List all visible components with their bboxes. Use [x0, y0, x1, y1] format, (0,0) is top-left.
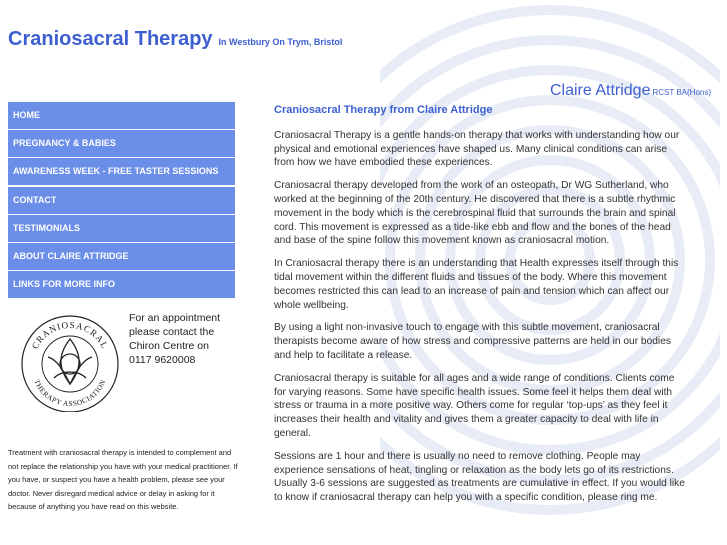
- content-paragraph: Craniosacral therapy developed from the work of an osteopath, Dr WG Sutherland, who worked at the beginning of the 20th century. He discovered that there is a subtle rhythmic movement in the body which is the cerebrospinal fluid that surrounds the brain and spinal cord. This movement is expressed as a tide-like ebb and flow and the bones of the head and base of the spine follow this movement known as craniosacral motion.: [274, 180, 676, 247]
- author-name: Claire Attridge: [549, 82, 651, 99]
- nav-item-awareness-week[interactable]: AWARENESS WEEK - FREE TASTER SESSIONS: [8, 158, 235, 185]
- content-paragraph: Craniosacral Therapy is a gentle hands-on therapy that works with understanding how our physical and emotional experiences have shaped us. Many clinical conditions can arise from how we have embodied these experiences.: [274, 129, 680, 169]
- site-subtitle: In Westbury On Trym, Bristol: [218, 37, 343, 47]
- site-title: Craniosacral Therapy: [8, 28, 213, 50]
- site-header: [8, 28, 342, 51]
- main-content: [274, 104, 686, 514]
- nav-item-home[interactable]: HOME: [8, 102, 235, 129]
- nav-item-links[interactable]: LINKS FOR MORE INFO: [8, 271, 235, 298]
- logo-top-text: CRANIOSACRAL: [29, 319, 111, 351]
- page-heading: Craniosacral Therapy from Claire Attridge: [274, 104, 493, 116]
- logo-bottom-text: THERAPY ASSOCIATION: [32, 377, 108, 409]
- content-paragraph: In Craniosacral therapy there is an understanding that Health expresses itself through this tidal movement within the different fluids and tissues of the body. Where this movement becomes restricted this can lead to an increase of pain and tension which can affect our whole wellbeing.: [274, 258, 679, 311]
- content-paragraph: Craniosacral therapy is suitable for all ages and a wide range of conditions. Clients come for varying reasons. Some have specific health issues. Some feel it helps them deal with stress or trauma in a more positive way. Others come for regular ‘top-ups’ as they feel it increases their health and vitality and gives them a greater capacity to deal with life in general.: [274, 372, 675, 439]
- medical-disclaimer: Treatment with craniosacral therapy is intended to complement and not replace the relationship you have with your medical practitioner. If you have, or suspect you have a health problem, please see your doctor. Never disregard medical advice or delay in asking for it because of anything you have read on this website.: [8, 448, 238, 512]
- content-paragraph: Sessions are 1 hour and there is usually no need to remove clothing. People may experience sensations of heat, tingling or relaxation as the body lets go of its restrictions. Usually 3-6 sessions are suggested as treatments are cumulative in effect. If you would like to know if craniosacral therapy can help you with a specific condition, please ring me.: [274, 450, 685, 504]
- main-nav: [8, 102, 235, 299]
- appointment-line: Chiron Centre on: [129, 340, 209, 352]
- appointment-phone: 0117 9620008: [129, 354, 196, 366]
- craniosacral-association-logo: [20, 312, 120, 412]
- nav-item-testimonials[interactable]: TESTIMONIALS: [8, 215, 235, 242]
- author-credentials: RCST BA(Hons): [652, 88, 711, 97]
- content-paragraph: By using a light non-invasive touch to engage with this subtle movement, craniosacral therapists become aware of how stress and compressive patterns are held in our bodies and help to facilitate a release.: [274, 322, 671, 361]
- appointment-line: please contact the: [129, 326, 215, 338]
- appointment-info: [129, 311, 229, 367]
- nav-item-about[interactable]: ABOUT CLAIRE ATTRIDGE: [8, 243, 235, 270]
- author-block: [550, 82, 711, 100]
- nav-item-pregnancy-babies[interactable]: PREGNANCY & BABIES: [8, 130, 235, 157]
- nav-item-contact[interactable]: CONTACT: [8, 187, 235, 214]
- appointment-line: For an appointment: [129, 312, 221, 324]
